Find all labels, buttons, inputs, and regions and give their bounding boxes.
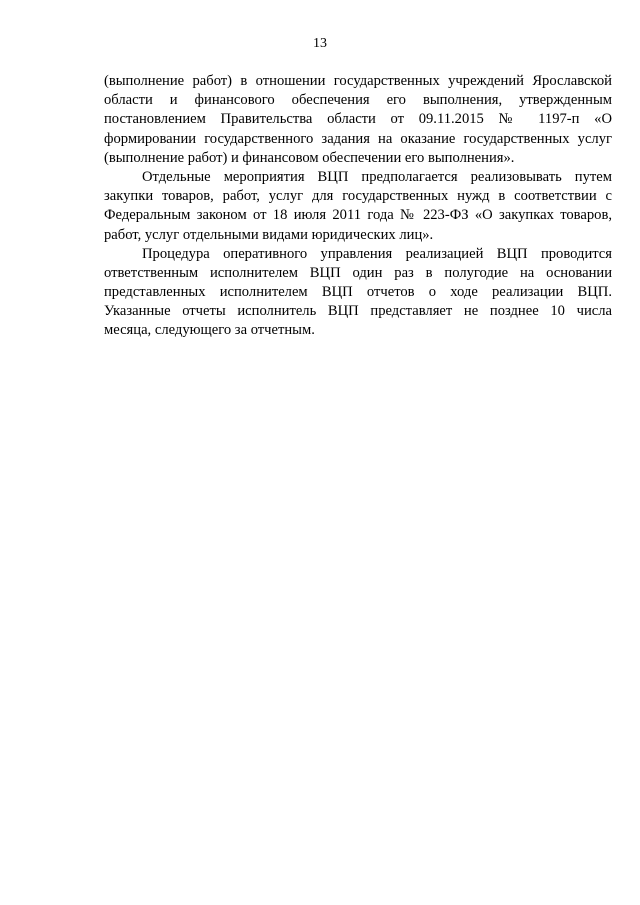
text-line: области и финансового обеспечения его выполнения, утвержденным [104, 92, 612, 109]
document-body [104, 72, 612, 341]
text-line: закупки товаров, работ, услуг для государственных нужд в соответствии с [104, 188, 612, 205]
text-line: постановлением Правительства области от 09.11.2015 № 1197-п «О [104, 111, 612, 128]
text-line: (выполнение работ) в отношении государственных учреждений Ярославской [104, 73, 612, 89]
text-line: работ, услуг отдельными видами юридических лиц». [104, 226, 434, 243]
paragraph-continuation [104, 72, 612, 168]
text-line: (выполнение работ) и финансовом обеспечении его выполнения». [104, 149, 515, 166]
text-line: формировании государственного задания на оказание государственных услуг [104, 130, 612, 147]
text-line: месяца, следующего за отчетным. [104, 322, 315, 339]
text-line: представленных исполнителем ВЦП отчетов о ходе реализации ВЦП. [104, 284, 612, 301]
page-number: 13 [313, 36, 327, 51]
text-line: Процедура оперативного управления реализацией ВЦП проводится [142, 245, 612, 262]
text-line: ответственным исполнителем ВЦП один раз в полугодие на основании [104, 264, 612, 281]
text-line: Указанные отчеты исполнитель ВЦП представляет не позднее 10 числа [104, 303, 612, 320]
paragraph-management-procedure [104, 245, 612, 341]
text-line: Отдельные мероприятия ВЦП предполагается реализовывать путем [142, 168, 612, 185]
paragraph-procurement [104, 168, 612, 245]
text-line: Федеральным законом от 18 июля 2011 года № 223-ФЗ «О закупках товаров, [104, 207, 612, 224]
